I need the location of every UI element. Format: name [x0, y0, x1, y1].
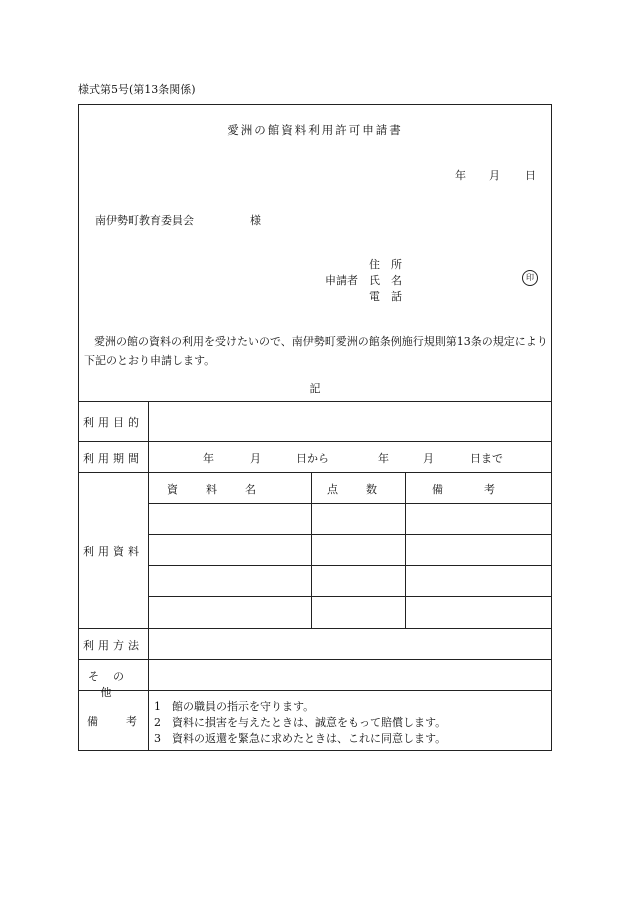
period-label: 利用期間	[83, 452, 143, 465]
materials-row-rule	[148, 565, 552, 566]
period-month-2: 月	[423, 452, 434, 465]
form-number-label: 様式第5号(第13条関係)	[78, 83, 196, 96]
purpose-label: 利用目的	[83, 416, 143, 429]
period-from: 日から	[296, 452, 329, 465]
row-rule	[78, 690, 552, 691]
note-item: 3 資料の返還を緊急に求めたときは、これに同意します。	[154, 732, 447, 745]
addressee-suffix: 様	[250, 214, 261, 227]
materials-column-rule	[311, 472, 312, 628]
method-label: 利用方法	[83, 639, 143, 652]
date-day: 日	[525, 169, 536, 182]
materials-label: 利用資料	[83, 545, 143, 558]
applicant-name-label: 氏 名	[369, 274, 402, 287]
date-month: 月	[489, 169, 500, 182]
materials-count-header: 点 数	[327, 483, 379, 496]
addressee: 南伊勢町教育委員会	[95, 214, 194, 227]
row-rule	[78, 441, 552, 442]
remarks-label: 備 考	[87, 715, 139, 728]
applicant-address-label: 住 所	[369, 258, 402, 271]
materials-row-rule	[148, 596, 552, 597]
row-rule	[78, 472, 552, 473]
form-title: 愛洲の館資料利用許可申請書	[227, 123, 403, 137]
note-item: 1 館の職員の指示を守ります。	[154, 700, 315, 713]
table-top-rule	[78, 401, 552, 402]
period-year-1: 年	[203, 452, 214, 465]
materials-row-rule	[148, 534, 552, 535]
applicant-phone-label: 電 話	[369, 290, 402, 303]
application-statement: 愛洲の館の資料の利用を受けたいので、南伊勢町愛洲の館条例施行規則第13条の規定により下記のとおり申請します。	[84, 335, 548, 367]
period-month-1: 月	[250, 452, 261, 465]
label-column-rule	[148, 401, 149, 751]
materials-row-rule	[148, 503, 552, 504]
seal-mark: 印	[522, 270, 538, 286]
materials-remarks-header: 備 考	[432, 483, 497, 496]
row-rule	[78, 628, 552, 629]
period-year-2: 年	[378, 452, 389, 465]
ki-heading: 記	[309, 382, 321, 395]
note-item: 2 資料に損害を与えたときは、誠意をもって賠償します。	[154, 716, 447, 729]
applicant-label: 申請者	[325, 274, 358, 287]
row-rule	[78, 659, 552, 660]
materials-column-rule	[405, 472, 406, 628]
date-year: 年	[455, 169, 466, 182]
materials-name-header: 資 料 名	[167, 483, 258, 496]
other-label: その他	[88, 670, 138, 699]
application-form-frame	[78, 104, 552, 751]
period-to: 日まで	[470, 452, 503, 465]
